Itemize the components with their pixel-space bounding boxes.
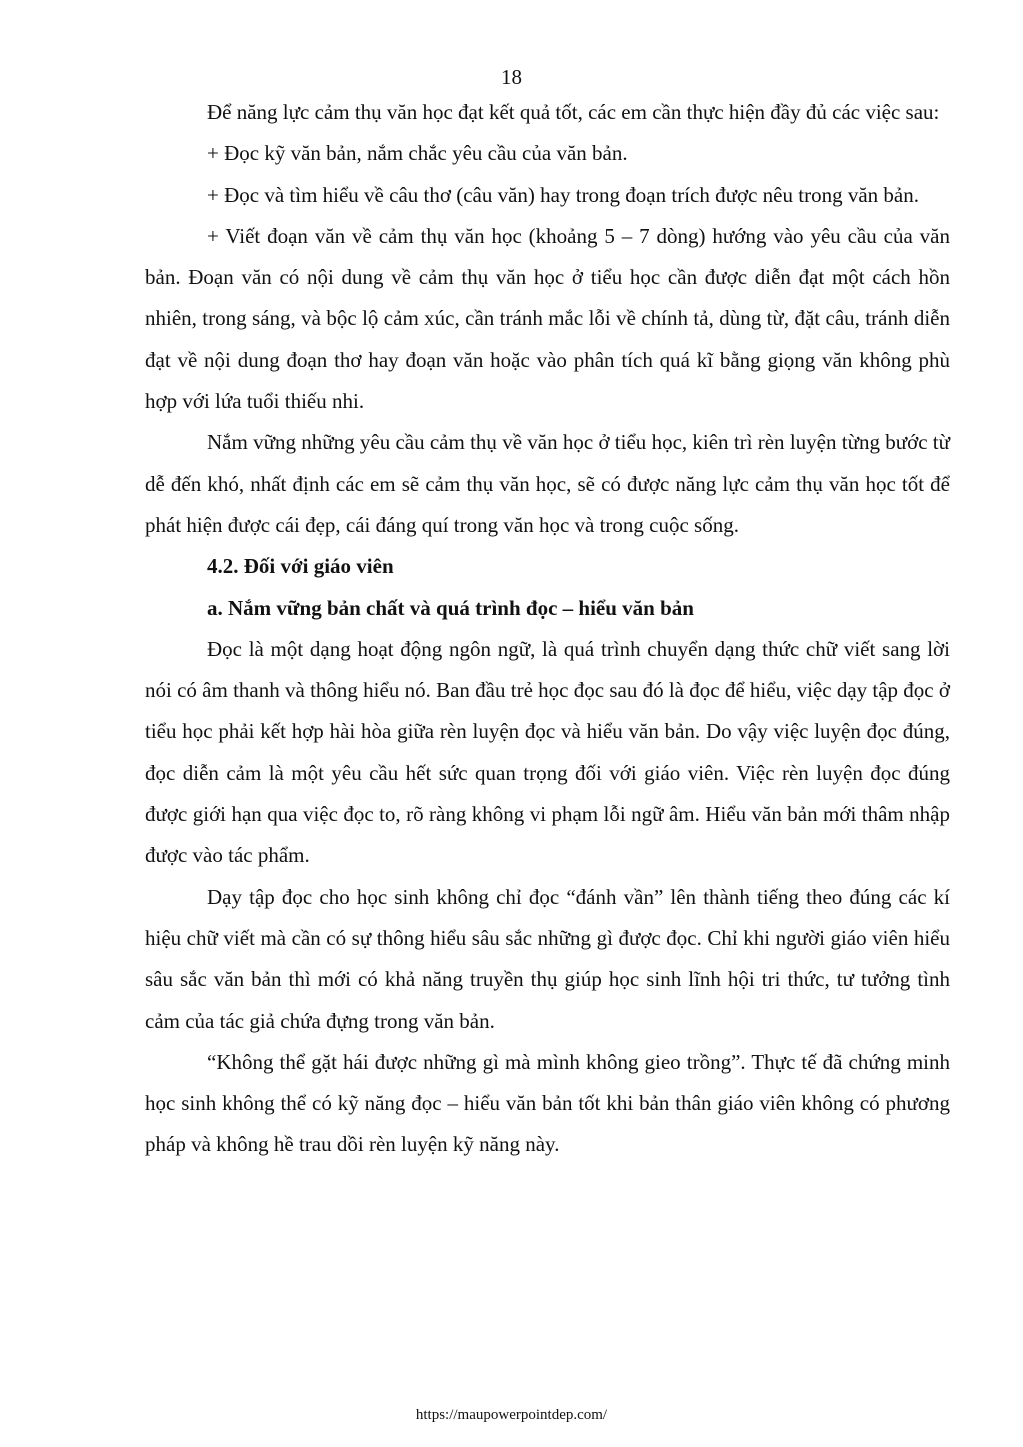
paragraph-proverb: “Không thể gặt hái được những gì mà mình không gieo trồng”. Thực tế đã chứng minh học sinh không thể có kỹ năng đọc – hiểu văn bản tốt khi bản thân giáo viên không có phương pháp và không hề trau dồi rèn luyện kỹ năng này. [145, 1049, 950, 1157]
list-item-find-verses: + Đọc và tìm hiểu về câu thơ (câu văn) hay trong đoạn trích được nêu trong văn bản. [207, 182, 919, 207]
paragraph-teaching-reading: Dạy tập đọc cho học sinh không chỉ đọc “đánh vần” lên thành tiếng theo đúng các kí hiệu chữ viết mà cần có sự thông hiểu sâu sắc những gì được đọc. Chỉ khi người giáo viên hiểu sâu sắc văn bản thì mới có khả năng truyền thụ giúp học sinh lĩnh hội tri thức, tư tưởng tình cảm của tác giả chứa đựng trong văn bản. [145, 884, 950, 1033]
paragraph-conclusion: Nắm vững những yêu cầu cảm thụ về văn học ở tiểu học, kiên trì rèn luyện từng bước từ dễ đến khó, nhất định các em sẽ cảm thụ văn học, sẽ có được năng lực cảm thụ văn học tốt để phát hiện được cái đẹp, cái đáng quí trong văn học và trong cuộc sống. [145, 430, 950, 537]
list-item-read-text: + Đọc kỹ văn bản, nắm chắc yêu cầu của văn bản. [207, 141, 628, 166]
subsection-heading: a. Nắm vững bản chất và quá trình đọc – hiểu văn bản [207, 595, 694, 620]
section-heading: 4.2. Đối với giáo viên [207, 554, 394, 579]
page-number: 18 [501, 65, 522, 89]
paragraph-intro: Để năng lực cảm thụ văn học đạt kết quả tốt, các em cần thực hiện đầy đủ các việc sau: [207, 100, 940, 124]
list-item-write-paragraph: + Viết đoạn văn về cảm thụ văn học (khoảng 5 – 7 dòng) hướng vào yêu cầu của văn bản. Đoạn văn có nội dung về cảm thụ văn học ở tiểu học cần được diễn đạt một cách hồn nhiên, trong sáng, và bộc lộ cảm xúc, cần tránh mắc lỗi về chính tả, dùng từ, đặt câu, tránh diễn đạt về nội dung đoạn thơ hay đoạn văn hoặc vào phân tích quá kĩ bằng giọng văn không phù hợp với lứa tuổi thiếu nhi. [145, 223, 950, 414]
document-body [145, 92, 950, 1166]
paragraph-reading-definition: Đọc là một dạng hoạt động ngôn ngữ, là quá trình chuyển dạng thức chữ viết sang lời nói có âm thanh và thông hiểu nó. Ban đầu trẻ học đọc sau đó là đọc để hiểu, việc dạy tập đọc ở tiểu học phải kết hợp hài hòa giữa rèn luyện đọc và hiểu văn bản. Do vậy việc luyện đọc đúng, đọc diễn cảm là một yêu cầu hết sức quan trọng đối với giáo viên. Việc rèn luyện đọc đúng được giới hạn qua việc đọc to, rõ ràng không vi phạm lỗi ngữ âm. Hiểu văn bản mới thâm nhập được vào tác phẩm. [145, 636, 950, 868]
footer-url: https://maupowerpointdep.com/ [415, 1407, 608, 1423]
